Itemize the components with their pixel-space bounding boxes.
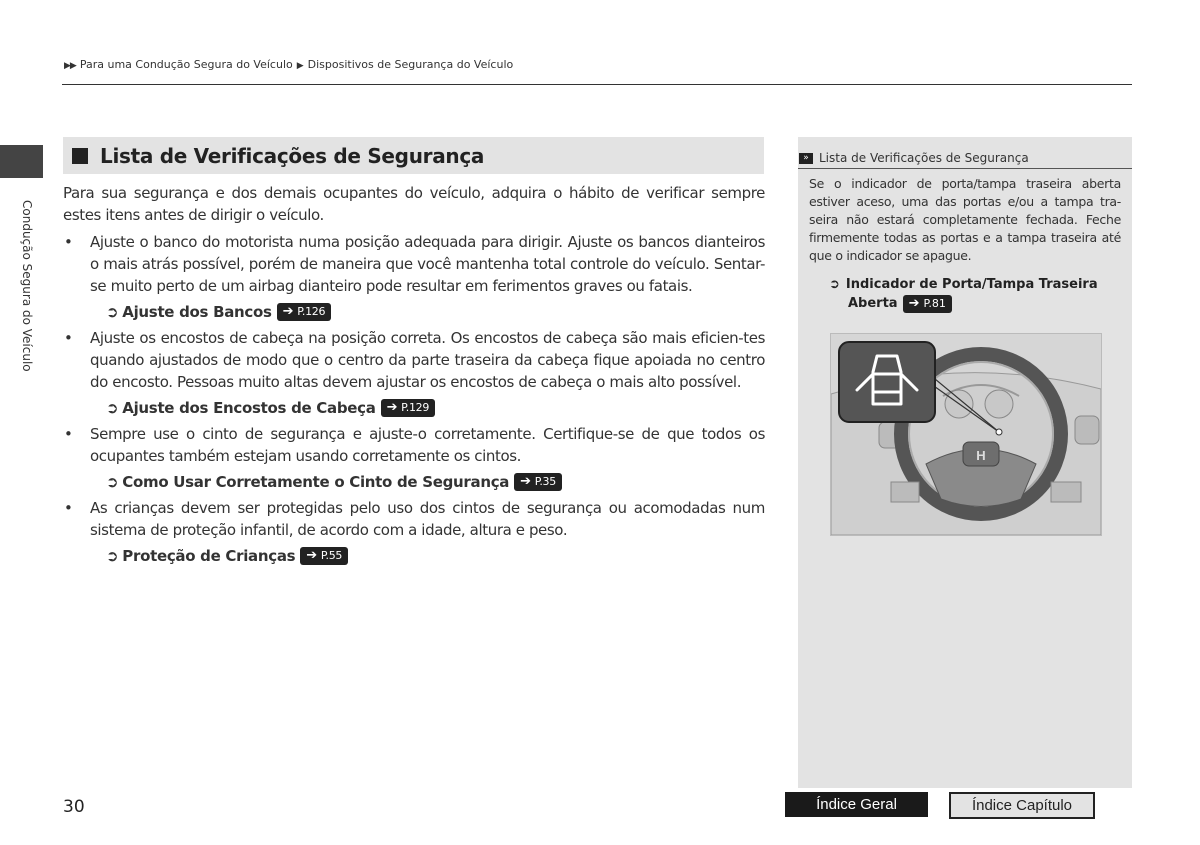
breadcrumb-item-2[interactable]: Dispositivos de Segurança do Veículo [307, 58, 514, 71]
page-link[interactable] [277, 303, 332, 321]
bullet-dot-icon: • [64, 499, 73, 517]
section-header [63, 137, 764, 174]
list-item [63, 497, 765, 541]
list-item-text: Sempre use o cinto de segurança e ajuste-o corretamente. Certifique-se de que todos os ocupantes também estejam usando corretamente os cintos. [90, 425, 765, 465]
list-item [63, 327, 765, 393]
cross-reference[interactable] [106, 471, 765, 493]
page-link-label[interactable]: P.126 [297, 305, 326, 318]
page-link-label[interactable]: P.81 [923, 297, 946, 310]
chapter-label: Condução Segura do Veículo [20, 200, 34, 372]
steering-wheel-illustration [830, 333, 1102, 536]
dashboard-drawing [831, 334, 1101, 535]
double-chevron-icon: » [799, 153, 813, 164]
page-link-label[interactable]: P.55 [320, 549, 343, 562]
bullet-dot-icon: • [64, 329, 73, 347]
page-number: 30 [63, 797, 85, 817]
arrow-right-icon: ➔ [520, 474, 531, 489]
page-link[interactable] [514, 473, 562, 491]
list-item [63, 423, 765, 467]
cross-reference-label-continued[interactable]: Aberta [848, 296, 898, 311]
circled-arrow-icon: ➲ [106, 473, 119, 491]
side-note-title: Lista de Verificações de Segurança [819, 151, 1029, 165]
cross-reference-label[interactable]: Ajuste dos Encostos de Cabeça [122, 399, 376, 417]
chapter-tab [0, 145, 43, 178]
cross-reference-label[interactable]: Como Usar Corretamente o Cinto de Segurança [122, 473, 510, 491]
list-item-text: As crianças devem ser protegidas pelo uso dos cintos de segurança ou acomodadas num sistema de proteção infantil, de acordo com a idade, altura e peso. [90, 499, 765, 539]
chapter-index-button[interactable]: Índice Capítulo [949, 792, 1095, 819]
list-item [63, 231, 765, 297]
page-link-label[interactable]: P.129 [401, 401, 430, 414]
circled-arrow-icon: ➲ [106, 399, 119, 417]
arrow-right-icon: ➔ [306, 548, 317, 563]
circled-arrow-icon: ➲ [829, 277, 840, 292]
cross-reference[interactable] [106, 301, 765, 323]
arrow-right-icon: ➔ [282, 304, 294, 319]
side-note-text: Se o indicador de porta/tampa traseira aberta estiver aceso, uma das portas e/ou a tampa tra-seira não estará completamente fechada. Feche firmemente todas as portas e a tampa traseira até que o indicador se apague. [809, 176, 1121, 263]
page-link[interactable] [903, 295, 952, 313]
cross-reference[interactable] [106, 545, 765, 567]
cross-reference-label[interactable]: Indicador de Porta/Tampa Traseira [845, 277, 1098, 292]
list-item-text: Ajuste os encostos de cabeça na posição correta. Os encostos de cabeça são mais eficien-tes quando ajustados de modo que o centro da parte traseira da cabeça fique apoiada no centro do encosto. Pessoas muito altas devem ajustar os encostos de cabeça o mais alto possível. [90, 329, 765, 391]
breadcrumb [64, 58, 513, 71]
side-note-header [798, 148, 1132, 169]
square-bullet-icon [72, 148, 88, 164]
section-title: Lista de Verificações de Segurança [100, 143, 485, 168]
header-rule [62, 84, 1132, 85]
triangle-icon: ▶ [296, 61, 304, 71]
bullet-dot-icon: • [64, 425, 73, 443]
page-link[interactable] [300, 547, 348, 565]
svg-text:H: H [976, 448, 986, 463]
breadcrumb-item-1[interactable]: Para uma Condução Segura do Veículo [79, 58, 293, 71]
main-content [63, 182, 765, 571]
side-note-cross-reference[interactable] [829, 275, 1119, 313]
double-triangle-icon: ▶▶ [64, 61, 76, 71]
bullet-dot-icon: • [64, 233, 73, 251]
list-item-text: Ajuste o banco do motorista numa posição adequada para dirigir. Ajuste os bancos dianteiros o mais atrás possível, porém de maneira que você mantenha total controle do veículo. Sentar-se muito perto de um airbag dianteiro pode resultar em ferimentos graves ou fatais. [90, 233, 765, 295]
page-link[interactable] [381, 399, 436, 417]
cross-reference[interactable] [106, 397, 765, 419]
cross-reference-label[interactable]: Ajuste dos Bancos [122, 303, 272, 321]
arrow-right-icon: ➔ [386, 400, 398, 415]
general-index-button[interactable]: Índice Geral [785, 792, 928, 817]
intro-paragraph: Para sua segurança e dos demais ocupantes do veículo, adquira o hábito de verificar sempre estes itens antes de dirigir o veículo. [63, 184, 765, 224]
cross-reference-label[interactable]: Proteção de Crianças [122, 547, 296, 565]
circled-arrow-icon: ➲ [106, 547, 119, 565]
arrow-right-icon: ➔ [908, 296, 920, 311]
page-link-label[interactable]: P.35 [534, 475, 556, 488]
circled-arrow-icon: ➲ [106, 303, 119, 321]
